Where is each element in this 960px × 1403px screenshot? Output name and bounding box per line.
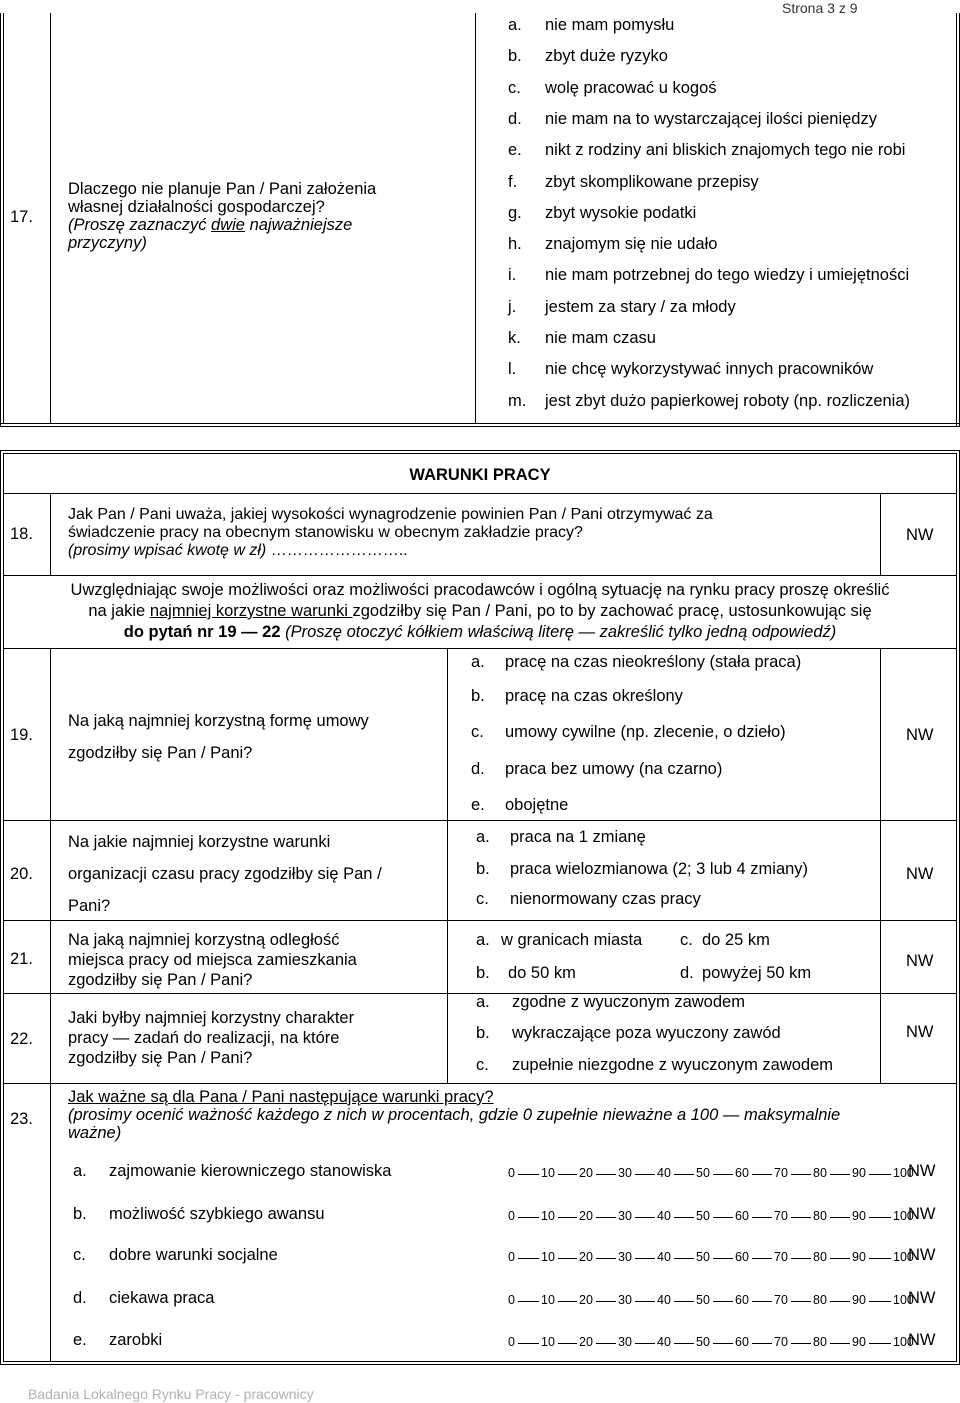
option-text: praca wielozmianowa (2; 3 lub 4 zmiany) <box>510 860 809 878</box>
scale-value-90[interactable]: 90 <box>852 1293 866 1307</box>
q17-option-i[interactable] <box>508 266 909 285</box>
option-letter: e. <box>471 796 485 814</box>
option-text: znajomym się nie udało <box>545 235 718 254</box>
option-letter: j. <box>508 297 517 316</box>
scale-segment <box>635 1301 655 1302</box>
scale-value-10[interactable]: 10 <box>541 1209 555 1223</box>
scale-value-10[interactable]: 10 <box>541 1293 555 1307</box>
q23-number: 23. <box>10 1110 33 1128</box>
option-text: nie chcę wykorzystywać innych pracowników <box>545 360 874 379</box>
scale-segment <box>596 1174 616 1175</box>
q17-option-a[interactable] <box>508 16 674 35</box>
option-letter: h. <box>508 235 522 254</box>
q19-option-c[interactable] <box>471 723 786 742</box>
scale-segment <box>518 1343 539 1344</box>
option-text: nie mam czasu <box>545 329 656 347</box>
option-text: pracę na czas nieokreślony (stała praca) <box>505 653 802 671</box>
intro-paragraph: Uwzględniając swoje możliwości oraz możliwości pracodawców i ogólną sytuację na rynku pracy proszę określić na jakie najmniej korzystne warunki zgodziłby się Pan / Pani, po to by zachować pracę, ustosunkowując się do pytań nr 19 — 22 (Proszę otoczyć kółkiem właściwą literę — zakreślić tylko jedną odpowiedź) <box>70 581 890 641</box>
rating-scale <box>508 1293 914 1311</box>
option-text: nie mam na to wystarczającej ilości pieniędzy <box>545 109 877 128</box>
option-text: zgodne z wyuczonym zawodem <box>512 993 745 1011</box>
q23-nw-option[interactable]: NW <box>908 1205 936 1223</box>
scale-value-40[interactable]: 40 <box>657 1250 671 1264</box>
scale-value-70[interactable]: 70 <box>774 1250 788 1264</box>
scale-value-80[interactable]: 80 <box>813 1293 827 1307</box>
q23-item-label <box>73 1205 325 1224</box>
q17-option-e[interactable] <box>508 141 905 160</box>
q21-option-d[interactable]: d. powyżej 50 km <box>680 964 812 982</box>
q20-option-c[interactable] <box>476 890 701 909</box>
option-letter: m. <box>508 391 527 410</box>
scale-segment <box>596 1217 616 1218</box>
scale-value-90[interactable]: 90 <box>852 1166 866 1180</box>
scale-value-60[interactable]: 60 <box>735 1250 749 1264</box>
scale-value-30[interactable]: 30 <box>618 1335 632 1349</box>
scale-value-50[interactable]: 50 <box>696 1250 710 1264</box>
scale-segment <box>674 1301 694 1302</box>
scale-value-20[interactable]: 20 <box>579 1166 593 1180</box>
q22-option-c[interactable] <box>476 1056 833 1075</box>
option-text: praca na 1 zmianę <box>510 828 646 846</box>
option-letter: c. <box>476 890 489 908</box>
scale-segment <box>752 1174 772 1175</box>
scale-value-90[interactable]: 90 <box>852 1250 866 1264</box>
q21-option-a[interactable]: a. w granicach miasta <box>476 931 643 949</box>
scale-segment <box>791 1217 811 1218</box>
scale-value-70[interactable]: 70 <box>774 1335 788 1349</box>
scale-value-40[interactable]: 40 <box>657 1166 671 1180</box>
scale-segment <box>596 1301 616 1302</box>
scale-value-100[interactable]: 100 <box>893 1293 914 1307</box>
q23-item-label <box>73 1162 391 1181</box>
scale-segment <box>596 1343 616 1344</box>
scale-segment <box>752 1217 772 1218</box>
q21-number: 21. <box>10 950 33 968</box>
scale-value-50[interactable]: 50 <box>696 1293 710 1307</box>
scale-value-30[interactable]: 30 <box>618 1166 632 1180</box>
option-letter: b. <box>471 687 485 705</box>
item-text: możliwość szybkiego awansu <box>109 1205 325 1223</box>
rating-scale <box>508 1250 914 1268</box>
q22-option-a[interactable] <box>476 993 745 1012</box>
scale-value-0[interactable]: 0 <box>508 1250 515 1264</box>
scale-segment <box>713 1258 733 1259</box>
scale-segment <box>558 1343 577 1344</box>
scale-value-20[interactable]: 20 <box>579 1209 593 1223</box>
item-letter: d. <box>73 1289 87 1307</box>
q17-option-d[interactable] <box>508 110 877 129</box>
option-letter: k. <box>508 329 521 347</box>
scale-segment <box>558 1174 577 1175</box>
q18-question: Jak Pan / Pani uważa, jakiej wysokości wynagrodzenie powinien Pan / Pani otrzymywać za świadczenie pracy na obecnym stanowisku w obecnym zakładzie pracy? (prosimy wpisać kwotę w zł) …………………….. <box>68 506 713 559</box>
scale-value-70[interactable]: 70 <box>774 1209 788 1223</box>
option-letter: d. <box>508 109 522 128</box>
scale-segment <box>869 1174 891 1175</box>
q21-option-b[interactable]: b. do 50 km <box>476 964 576 982</box>
option-letter: a. <box>508 16 522 34</box>
scale-segment <box>869 1343 891 1344</box>
rating-scale <box>508 1335 914 1353</box>
scale-segment <box>558 1217 577 1218</box>
q17-option-c[interactable] <box>508 79 717 98</box>
option-letter: i. <box>508 266 517 285</box>
q23-nw-option[interactable]: NW <box>908 1162 936 1180</box>
option-text: nikt z rodziny ani bliskich znajomych tego nie robi <box>545 141 906 160</box>
scale-value-40[interactable]: 40 <box>657 1335 671 1349</box>
scale-segment <box>518 1174 539 1175</box>
option-text: nie mam potrzebnej do tego wiedzy i umiejętności <box>545 266 910 285</box>
q20-option-b[interactable] <box>476 860 808 879</box>
option-letter: c. <box>508 78 521 97</box>
scale-value-80[interactable]: 80 <box>813 1250 827 1264</box>
item-text: dobre warunki socjalne <box>109 1246 278 1264</box>
scale-segment <box>596 1258 616 1259</box>
scale-value-10[interactable]: 10 <box>541 1250 555 1264</box>
scale-segment <box>635 1258 655 1259</box>
q19-option-a[interactable] <box>471 653 801 672</box>
option-letter: d. <box>471 760 485 778</box>
scale-value-0[interactable]: 0 <box>508 1293 515 1307</box>
scale-segment <box>674 1174 694 1175</box>
scale-segment <box>635 1174 655 1175</box>
q17-option-m[interactable] <box>508 392 910 411</box>
scale-segment <box>791 1343 811 1344</box>
scale-value-60[interactable]: 60 <box>735 1166 749 1180</box>
option-text: zbyt wysokie podatki <box>545 203 697 222</box>
item-letter: e. <box>73 1331 87 1349</box>
q21-nw-option[interactable]: NW <box>906 952 934 970</box>
scale-value-50[interactable]: 50 <box>696 1335 710 1349</box>
q22-nw-option[interactable]: NW <box>906 1023 934 1041</box>
page-number: Strona 3 z 9 <box>782 0 858 16</box>
scale-value-60[interactable]: 60 <box>735 1209 749 1223</box>
scale-segment <box>518 1217 539 1218</box>
scale-segment <box>713 1301 733 1302</box>
q23-nw-option[interactable]: NW <box>908 1289 936 1307</box>
scale-value-100[interactable]: 100 <box>893 1250 914 1264</box>
q22-question: Jaki byłby najmniej korzystny charakter pracy — zadań do realizacji, na które zgodziłby się Pan / Pani? <box>68 1009 355 1067</box>
scale-value-90[interactable]: 90 <box>852 1335 866 1349</box>
option-text: wolę pracować u kogoś <box>545 78 717 97</box>
scale-value-50[interactable]: 50 <box>696 1209 710 1223</box>
scale-value-90[interactable]: 90 <box>852 1209 866 1223</box>
q19-option-e[interactable] <box>471 796 568 815</box>
q17-number: 17. <box>10 208 33 226</box>
scale-value-20[interactable]: 20 <box>579 1335 593 1349</box>
option-letter: b. <box>508 47 522 66</box>
scale-segment <box>518 1258 539 1259</box>
scale-segment <box>558 1258 577 1259</box>
q22-number: 22. <box>10 1030 33 1048</box>
scale-value-100[interactable]: 100 <box>893 1335 914 1349</box>
q23-item-label <box>73 1246 278 1265</box>
option-letter: g. <box>508 203 522 222</box>
q19-nw-option[interactable]: NW <box>906 726 934 744</box>
item-letter: b. <box>73 1205 87 1223</box>
item-text: ciekawa praca <box>109 1289 215 1307</box>
scale-value-50[interactable]: 50 <box>696 1166 710 1180</box>
q20-option-a[interactable] <box>476 828 646 847</box>
q17-option-k[interactable] <box>508 329 656 348</box>
scale-value-60[interactable]: 60 <box>735 1335 749 1349</box>
option-text: obojętne <box>505 796 569 814</box>
scale-value-40[interactable]: 40 <box>657 1293 671 1307</box>
scale-value-100[interactable]: 100 <box>893 1209 914 1223</box>
option-letter: e. <box>508 141 522 160</box>
q17-option-g[interactable] <box>508 204 696 223</box>
scale-value-100[interactable]: 100 <box>893 1166 914 1180</box>
option-text: jestem za stary / za młody <box>545 297 736 316</box>
q19-number: 19. <box>10 726 33 744</box>
scale-value-20[interactable]: 20 <box>579 1250 593 1264</box>
scale-value-30[interactable]: 30 <box>618 1209 632 1223</box>
option-text: pracę na czas określony <box>505 687 683 705</box>
q17-option-j[interactable] <box>508 298 736 317</box>
q17-option-f[interactable] <box>508 173 759 192</box>
option-text: umowy cywilne (np. zlecenie, o dzieło) <box>505 723 786 741</box>
q23-item-label <box>73 1331 162 1350</box>
scale-segment <box>830 1174 850 1175</box>
scale-segment <box>713 1343 733 1344</box>
option-letter: c. <box>476 1056 489 1074</box>
scale-segment <box>713 1217 733 1218</box>
option-letter: b. <box>476 1024 490 1042</box>
scale-segment <box>869 1217 891 1218</box>
scale-segment <box>674 1343 694 1344</box>
option-text: jest zbyt dużo papierkowej roboty (np. rozliczenia) <box>545 391 911 410</box>
q17-option-l[interactable] <box>508 360 873 379</box>
scale-segment <box>635 1343 655 1344</box>
q21-option-c[interactable]: c. do 25 km <box>680 931 770 949</box>
scale-segment <box>752 1301 772 1302</box>
scale-value-40[interactable]: 40 <box>657 1209 671 1223</box>
section-title: WARUNKI PRACY <box>409 466 551 484</box>
q19-option-d[interactable] <box>471 760 722 779</box>
option-text: zbyt skomplikowane przepisy <box>545 172 759 191</box>
option-letter: c. <box>471 723 484 741</box>
option-letter: a. <box>471 653 485 671</box>
rating-scale <box>508 1209 914 1227</box>
scale-value-80[interactable]: 80 <box>813 1209 827 1223</box>
rating-scale <box>508 1166 914 1184</box>
scale-segment <box>752 1258 772 1259</box>
item-text: zarobki <box>109 1331 163 1349</box>
q22-option-b[interactable] <box>476 1024 781 1043</box>
q20-nw-option[interactable]: NW <box>906 865 934 883</box>
q20-number: 20. <box>10 865 33 883</box>
scale-segment <box>752 1343 772 1344</box>
scale-value-80[interactable]: 80 <box>813 1335 827 1349</box>
q19-option-b[interactable] <box>471 687 683 706</box>
scale-segment <box>518 1301 539 1302</box>
q17-question: Dlaczego nie planuje Pan / Pani założenia własnej działalności gospodarczej? (Proszę zaznaczyć dwie najważniejsze przyczyny) <box>68 180 377 252</box>
scale-segment <box>830 1343 850 1344</box>
scale-segment <box>791 1258 811 1259</box>
q19-question: Na jaką najmniej korzystną formę umowy zgodziłby się Pan / Pani? <box>68 712 369 762</box>
q20-question: Na jakie najmniej korzystne warunki organizacji czasu pracy zgodziłby się Pan / Pani? <box>68 833 382 915</box>
scale-value-70[interactable]: 70 <box>774 1166 788 1180</box>
scale-value-30[interactable]: 30 <box>618 1250 632 1264</box>
q17-option-h[interactable] <box>508 235 717 254</box>
scale-segment <box>713 1174 733 1175</box>
item-letter: c. <box>73 1246 86 1264</box>
q23-item-label <box>73 1289 214 1308</box>
option-text: nie mam pomysłu <box>545 16 675 34</box>
footer: Badania Lokalnego Rynku Pracy - pracownicy <box>28 1386 314 1402</box>
option-letter: a. <box>476 993 490 1011</box>
scale-value-10[interactable]: 10 <box>541 1335 555 1349</box>
scale-segment <box>830 1301 850 1302</box>
option-text: nienormowany czas pracy <box>510 890 701 908</box>
scale-value-80[interactable]: 80 <box>813 1166 827 1180</box>
option-text: zbyt duże ryzyko <box>545 47 668 66</box>
scale-segment <box>558 1301 577 1302</box>
scale-segment <box>869 1258 891 1259</box>
option-text: zupełnie niezgodne z wyuczonym zawodem <box>512 1056 834 1074</box>
q23-question: Jak ważne są dla Pana / Pani następujące warunki pracy? (prosimy ocenić ważność każdego z nich w procentach, gdzie 0 zupełnie nieważne a 100 — maksymalnie ważne) <box>68 1088 841 1142</box>
scale-segment <box>830 1217 850 1218</box>
item-text: zajmowanie kierowniczego stanowiska <box>109 1162 392 1180</box>
scale-value-0[interactable]: 0 <box>508 1166 515 1180</box>
scale-segment <box>674 1258 694 1259</box>
scale-value-30[interactable]: 30 <box>618 1293 632 1307</box>
scale-segment <box>791 1174 811 1175</box>
item-letter: a. <box>73 1162 87 1180</box>
scale-segment <box>869 1301 891 1302</box>
scale-value-20[interactable]: 20 <box>579 1293 593 1307</box>
option-letter: l. <box>508 360 517 379</box>
q23-nw-option[interactable]: NW <box>908 1246 936 1264</box>
q18-number: 18. <box>10 525 33 543</box>
q23-nw-option[interactable]: NW <box>908 1331 936 1349</box>
scale-segment <box>674 1217 694 1218</box>
scale-segment <box>791 1301 811 1302</box>
scale-value-0[interactable]: 0 <box>508 1335 515 1349</box>
option-letter: f. <box>508 172 518 191</box>
scale-segment <box>635 1217 655 1218</box>
scale-value-70[interactable]: 70 <box>774 1293 788 1307</box>
option-letter: b. <box>476 860 490 878</box>
q17-option-b[interactable] <box>508 47 668 66</box>
option-letter: a. <box>476 828 490 846</box>
scale-value-60[interactable]: 60 <box>735 1293 749 1307</box>
scale-value-0[interactable]: 0 <box>508 1209 515 1223</box>
scale-value-10[interactable]: 10 <box>541 1166 555 1180</box>
scale-segment <box>830 1258 850 1259</box>
q18-nw-option[interactable]: NW <box>906 526 934 544</box>
q21-question: Na jaką najmniej korzystną odległość miejsca pracy od miejsca zamieszkania zgodziłby się Pan / Pani? <box>68 931 357 989</box>
option-text: wykraczające poza wyuczony zawód <box>512 1024 781 1042</box>
option-text: praca bez umowy (na czarno) <box>505 760 723 778</box>
